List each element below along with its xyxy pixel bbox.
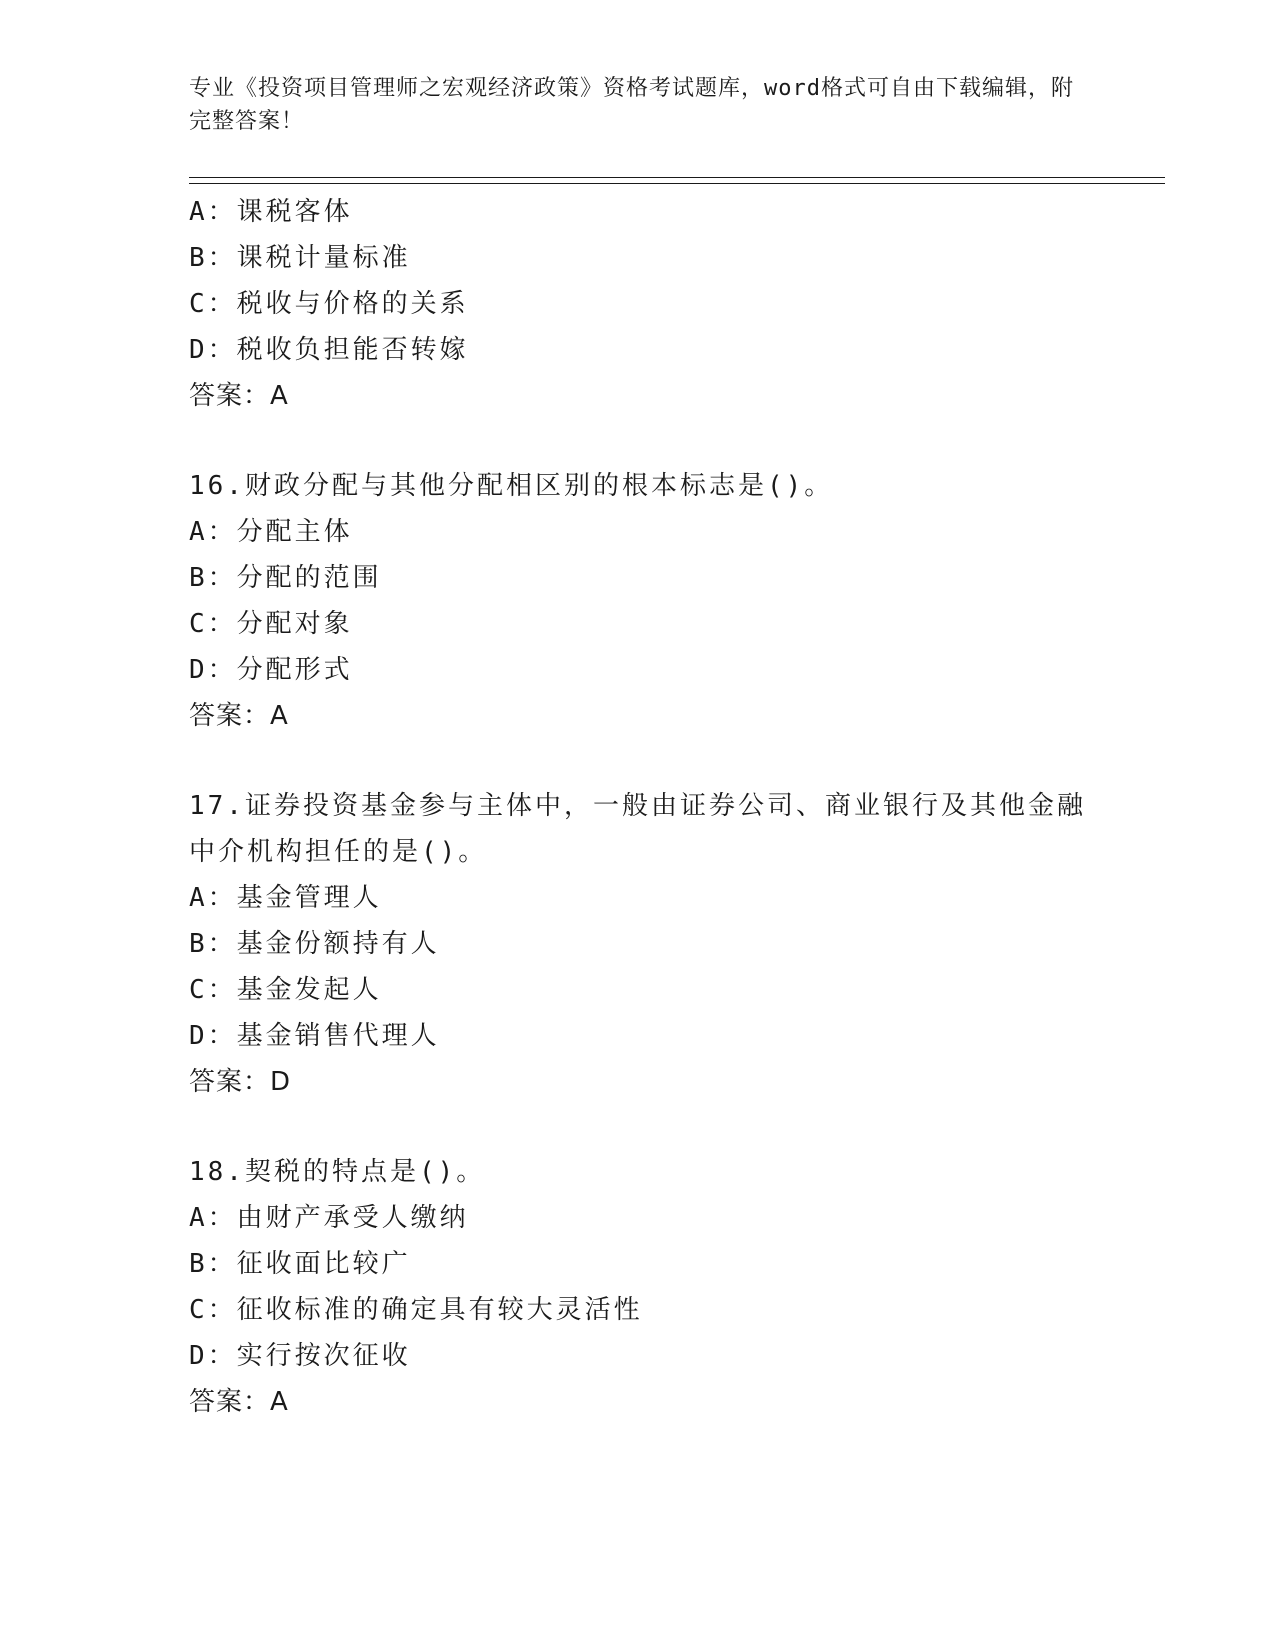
header-divider-top [189,177,1165,178]
question-stem: 16.财政分配与其他分配相区别的根本标志是()。 [189,471,834,501]
option-b: B：分配的范围 [189,563,382,593]
option-a: A：由财产承受人缴纳 [189,1203,469,1233]
question-15 [189,189,1129,419]
option-c: C：税收与价格的关系 [189,289,469,319]
option-d: D：实行按次征收 [189,1341,411,1371]
answer-line: 答案：D [189,1067,292,1097]
option-b: B：基金份额持有人 [189,929,440,959]
option-c: C：分配对象 [189,609,353,639]
question-list [189,189,1129,1425]
option-c: C：基金发起人 [189,975,382,1005]
question-stem: 18.契税的特点是()。 [189,1157,486,1187]
option-b: B：征收面比较广 [189,1249,411,1279]
option-c: C：征收标准的确定具有较大灵活性 [189,1295,643,1325]
document-header: 专业《投资项目管理师之宏观经济政策》资格考试题库，word格式可自由下载编辑，附完整答案！ [189,76,1074,134]
question-stem-line-2: 中介机构担任的是()。 [189,837,488,867]
option-d: D：基金销售代理人 [189,1021,440,1051]
option-d: D：税收负担能否转嫁 [189,335,469,365]
answer-line: 答案：A [189,1387,289,1417]
option-a: A：课税客体 [189,197,353,227]
answer-line: 答案：A [189,381,289,411]
answer-line: 答案：A [189,701,289,731]
question-18 [189,1149,1129,1425]
header-divider-bottom [189,183,1165,184]
question-stem-line-1: 17.证券投资基金参与主体中，一般由证券公司、商业银行及其他金融 [189,791,1086,821]
option-d: D：分配形式 [189,655,353,685]
question-16 [189,463,1129,739]
option-a: A：分配主体 [189,517,353,547]
option-b: B：课税计量标准 [189,243,411,273]
question-17 [189,783,1129,1105]
option-a: A：基金管理人 [189,883,382,913]
